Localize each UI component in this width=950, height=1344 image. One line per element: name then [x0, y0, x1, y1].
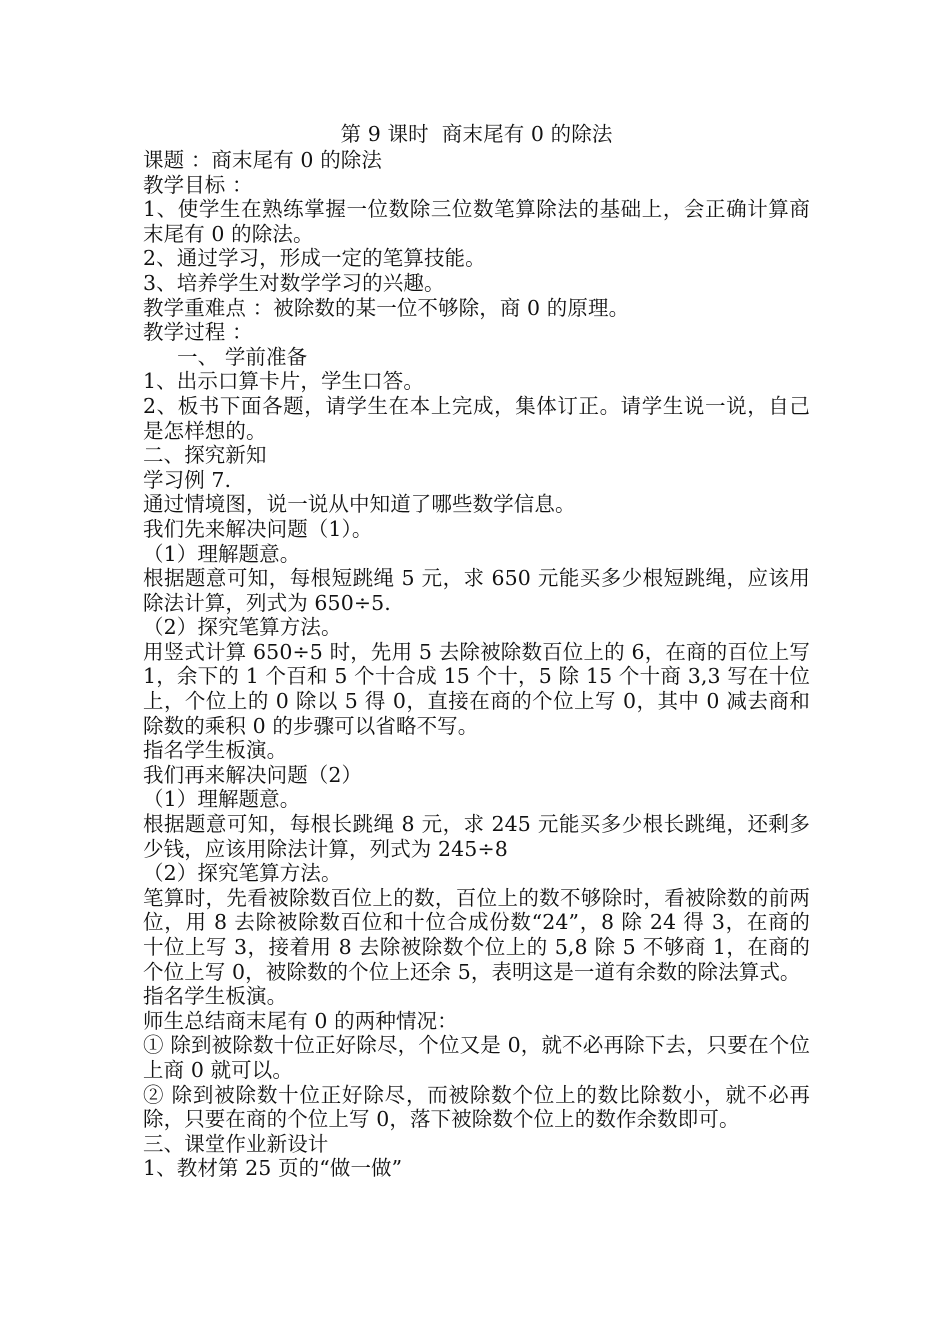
problem-2-intro: 我们再来解决问题（2） — [143, 762, 363, 787]
objectives-heading: 教学目标 ： — [143, 172, 253, 197]
problem-1-explanation: 用竖式计算 650÷5 时，先用 5 去除被除数百位上的 6，在商的百位上写 1，余下的 1 个百和 5 个十合成 15 个十，5 除 15 个十商 3,3 写在十位上，个位上的 0 除以 5 得 0，直接在商的个位上写 0，其中 0 减去商和除数的乘积 0 的步骤可以省略不写。 — [143, 639, 810, 738]
objective-3: 3、培养学生对数学学习的兴趣。 — [143, 270, 445, 295]
board-practice-1: 指名学生板演。 — [143, 738, 288, 763]
section-preparation-heading: 一、 学前准备 — [177, 344, 308, 369]
summary-heading: 师生总结商末尾有 0 的两种情况： — [143, 1008, 458, 1033]
summary-case-1: ① 除到被除数十位正好除尽，个位又是 0，就不必再除下去，只要在个位上商 0 就可以。 — [143, 1033, 810, 1082]
problem-1-intro: 我们先来解决问题（1）。 — [143, 516, 373, 541]
problem-2-method: （2）探究笔算方法。 — [143, 861, 342, 886]
summary-case-2: ② 除到被除数十位正好除尽，而被除数个位上的数比除数小，就不必再除，只要在商的个位上写 0，落下被除数个位上的数作余数即可。 — [143, 1082, 810, 1132]
problem-2-explanation: 笔算时，先看被除数百位上的数，百位上的数不够除时，看被除数的前两位，用 8 去除被除数百位和十位合成份数“24”，8 除 24 得 3，在商的十位上写 3，接着用 8 去除被除数个位上的 5,8 除 5 不够商 1，在商的个位上写 0，被除数的个位上还余 5，表明这是一道有余数的除法算式。 — [143, 885, 810, 984]
problem-2-understand: （1）理解题意。 — [143, 787, 301, 812]
document-body — [143, 148, 810, 1181]
section-explore-heading: 二、探究新知 — [143, 443, 267, 468]
example-heading: 学习例 7. — [143, 467, 232, 492]
objective-2: 2、通过学习，形成一定的笔算技能。 — [143, 246, 486, 271]
board-practice-2: 指名学生板演。 — [143, 984, 288, 1009]
problem-2-analysis: 根据题意可知，每根长跳绳 8 元，求 245 元能买多少根长跳绳，还剩多少钱，应该用除法计算，列式为 245÷8 — [143, 812, 810, 861]
homework-item-1: 1、教材第 25 页的“做一做” — [143, 1156, 403, 1181]
situation-line: 通过情境图，说一说从中知道了哪些数学信息。 — [143, 492, 576, 517]
process-heading: 教学过程 ： — [143, 320, 253, 345]
preparation-step-1: 1、出示口算卡片，学生口答。 — [143, 369, 424, 394]
objective-1: 1、使学生在熟练掌握一位数除三位数笔算除法的基础上，会正确计算商末尾有 0 的除法。 — [143, 197, 810, 246]
lesson-title: 第 9 课时 商末尾有 0 的除法 — [340, 122, 613, 146]
problem-1-understand: （1）理解题意。 — [143, 541, 301, 566]
preparation-step-2: 2、板书下面各题，请学生在本上完成，集体订正。请学生说一说，自己是怎样想的。 — [143, 393, 810, 443]
section-homework-heading: 三、课堂作业新设计 — [143, 1131, 329, 1156]
topic-line: 课题 ：商末尾有 0 的除法 — [143, 148, 382, 172]
key-difficulty: 教学重难点 ：被除数的某一位不够除，商 0 的原理。 — [143, 295, 630, 320]
problem-1-analysis: 根据题意可知，每根短跳绳 5 元，求 650 元能买多少根短跳绳，应该用除法计算，列式为 650÷5. — [143, 566, 810, 615]
problem-1-method: （2）探究笔算方法。 — [143, 615, 342, 640]
